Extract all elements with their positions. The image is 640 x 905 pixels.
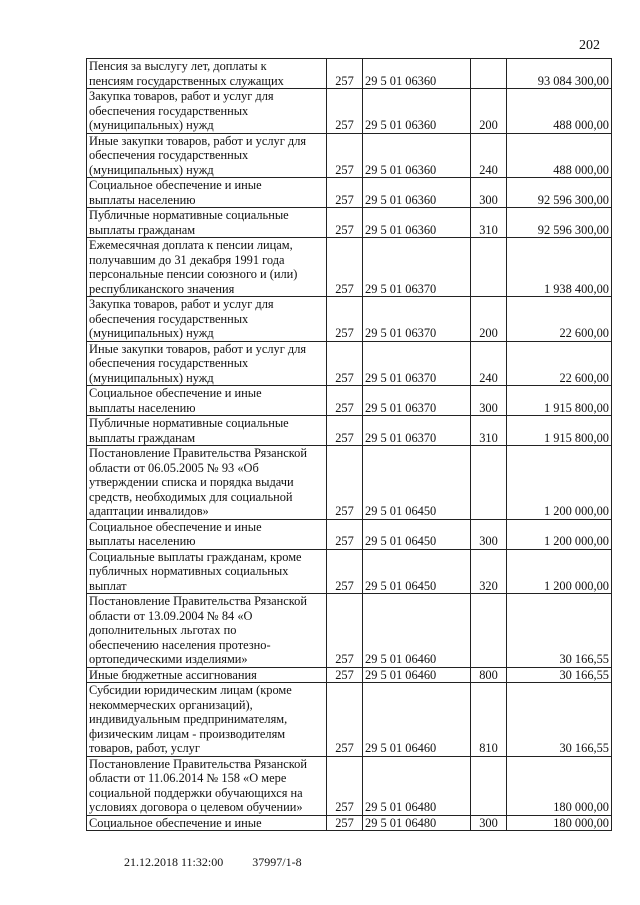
row-target-article: 29 5 01 06370 (363, 341, 471, 386)
row-name (87, 89, 327, 134)
row-name (87, 297, 327, 342)
row-name (87, 519, 327, 549)
row-target-article: 29 5 01 06460 (363, 683, 471, 757)
row-name-line: Социальное обеспечение и иные (89, 519, 262, 534)
row-name-line: социальной поддержки обучающихся на (89, 785, 303, 800)
row-expense-type: 240 (471, 341, 507, 386)
row-name-line: Постановление Правительства Рязанской (89, 446, 308, 460)
row-target-article: 29 5 01 06480 (363, 815, 471, 831)
row-expense-type: 240 (471, 133, 507, 178)
row-name-line: Иные бюджетные ассигнования (89, 667, 257, 682)
row-admin-code: 257 (327, 297, 363, 342)
row-name-line: персональные пенсии союзного и (или) (89, 267, 298, 281)
row-admin-code: 257 (327, 238, 363, 297)
row-admin-code: 257 (327, 208, 363, 238)
row-name (87, 416, 327, 446)
row-admin-code: 257 (327, 386, 363, 416)
row-expense-type: 310 (471, 416, 507, 446)
page-number: 202 (579, 38, 600, 53)
row-amount: 30 166,55 (507, 683, 612, 757)
row-expense-type: 300 (471, 519, 507, 549)
row-name-line: индивидуальным предпринимателям, (89, 712, 288, 726)
row-target-article: 29 5 01 06480 (363, 756, 471, 815)
row-target-article: 29 5 01 06370 (363, 297, 471, 342)
row-name-line: товаров, работ, услуг (89, 741, 200, 755)
row-admin-code: 257 (327, 756, 363, 815)
row-name-line: области от 06.05.2005 № 93 «Об (89, 460, 259, 475)
row-name-line: Закупка товаров, работ и услуг для (89, 89, 274, 103)
row-target-article: 29 5 01 06450 (363, 519, 471, 549)
row-expense-type: 800 (471, 667, 507, 683)
table-row (87, 386, 612, 416)
row-name-line: Постановление Правительства Рязанской (89, 594, 308, 608)
row-name-line: Социальное обеспечение и иные (89, 178, 262, 192)
row-name-line: Пенсия за выслугу лет, доплаты к (89, 59, 267, 73)
row-name-line: адаптации инвалидов» (89, 504, 209, 518)
row-amount: 180 000,00 (507, 756, 612, 815)
row-admin-code: 257 (327, 341, 363, 386)
row-name-line: получавшим до 31 декабря 1991 года (89, 252, 285, 267)
row-amount: 1 200 000,00 (507, 446, 612, 520)
row-amount: 30 166,55 (507, 667, 612, 683)
table-row (87, 549, 612, 594)
row-name-line: Социальное обеспечение и иные (89, 815, 262, 830)
budget-table-body (87, 59, 612, 831)
row-target-article: 29 5 01 06370 (363, 386, 471, 416)
row-name-line: Субсидии юридическим лицам (кроме (89, 683, 292, 697)
row-admin-code: 257 (327, 549, 363, 594)
row-name (87, 208, 327, 238)
row-amount: 180 000,00 (507, 815, 612, 831)
row-target-article: 29 5 01 06450 (363, 549, 471, 594)
row-name-line: республиканского значения (89, 281, 235, 296)
budget-table (86, 58, 612, 831)
row-amount: 1 915 800,00 (507, 386, 612, 416)
row-name-line: обеспечения государственных (89, 356, 249, 370)
row-admin-code: 257 (327, 133, 363, 178)
row-name (87, 667, 327, 683)
row-admin-code: 257 (327, 446, 363, 520)
row-target-article: 29 5 01 06360 (363, 133, 471, 178)
row-name-line: Ежемесячная доплата к пенсии лицам, (89, 238, 293, 252)
row-name-line: выплаты населению (89, 534, 196, 548)
row-target-article: 29 5 01 06460 (363, 667, 471, 683)
row-admin-code: 257 (327, 59, 363, 89)
row-amount: 92 596 300,00 (507, 178, 612, 208)
row-target-article: 29 5 01 06360 (363, 178, 471, 208)
row-name-line: Иные закупки товаров, работ и услуг для (89, 133, 307, 148)
row-name (87, 756, 327, 815)
row-admin-code: 257 (327, 815, 363, 831)
row-name-line: (муниципальных) нужд (89, 118, 214, 132)
row-name (87, 238, 327, 297)
row-name-line: Публичные нормативные социальные (89, 416, 289, 430)
row-amount: 30 166,55 (507, 594, 612, 668)
row-expense-type (471, 756, 507, 815)
row-amount: 1 200 000,00 (507, 519, 612, 549)
table-row (87, 519, 612, 549)
footer (124, 855, 328, 870)
footer-timestamp: 21.12.2018 11:32:00 (124, 855, 224, 869)
row-name-line: Публичные нормативные социальные (89, 208, 289, 222)
table-row (87, 683, 612, 757)
row-name-line: Закупка товаров, работ и услуг для (89, 297, 274, 311)
row-expense-type (471, 594, 507, 668)
table-row (87, 756, 612, 815)
row-amount: 488 000,00 (507, 89, 612, 134)
row-amount: 488 000,00 (507, 133, 612, 178)
row-target-article: 29 5 01 06360 (363, 59, 471, 89)
table-row (87, 208, 612, 238)
row-amount: 92 596 300,00 (507, 208, 612, 238)
row-expense-type: 300 (471, 178, 507, 208)
row-amount: 1 938 400,00 (507, 238, 612, 297)
row-name (87, 178, 327, 208)
row-name-line: обеспечению населения протезно- (89, 637, 271, 652)
row-name-line: выплаты населению (89, 400, 196, 415)
row-admin-code: 257 (327, 594, 363, 668)
row-expense-type: 320 (471, 549, 507, 594)
row-expense-type (471, 446, 507, 520)
row-name-line: (муниципальных) нужд (89, 326, 214, 340)
row-admin-code: 257 (327, 89, 363, 134)
row-target-article: 29 5 01 06460 (363, 594, 471, 668)
table-row (87, 238, 612, 297)
table-row (87, 89, 612, 134)
row-expense-type: 300 (471, 386, 507, 416)
table-row (87, 297, 612, 342)
row-name-line: утверждении списка и порядка выдачи (89, 475, 294, 489)
row-target-article: 29 5 01 06370 (363, 416, 471, 446)
row-name-line: области от 11.06.2014 № 158 «О мере (89, 771, 287, 785)
row-name-line: некоммерческих организаций), (89, 697, 253, 712)
row-name-line: выплаты гражданам (89, 430, 196, 445)
row-name (87, 59, 327, 89)
row-target-article: 29 5 01 06370 (363, 238, 471, 297)
row-name-line: ортопедическими изделиями» (89, 652, 248, 666)
row-name-line: физическим лицам - производителям (89, 726, 286, 741)
table-row (87, 178, 612, 208)
row-expense-type (471, 59, 507, 89)
table-row (87, 416, 612, 446)
row-name-line: обеспечения государственных (89, 148, 249, 162)
row-name (87, 683, 327, 757)
row-amount: 1 915 800,00 (507, 416, 612, 446)
row-admin-code: 257 (327, 416, 363, 446)
row-name-line: Постановление Правительства Рязанской (89, 756, 308, 771)
row-name-line: дополнительных льготах по (89, 623, 237, 637)
row-name-line: выплаты гражданам (89, 222, 196, 237)
row-name-line: Социальное обеспечение и иные (89, 386, 262, 400)
row-amount: 1 200 000,00 (507, 549, 612, 594)
table-row (87, 815, 612, 831)
row-expense-type: 810 (471, 683, 507, 757)
row-name (87, 549, 327, 594)
row-name (87, 815, 327, 831)
row-name-line: выплат (89, 578, 127, 593)
row-name (87, 446, 327, 520)
table-row (87, 667, 612, 683)
row-name (87, 386, 327, 416)
row-name-line: обеспечения государственных (89, 311, 249, 326)
row-target-article: 29 5 01 06450 (363, 446, 471, 520)
table-row (87, 594, 612, 668)
table-row (87, 133, 612, 178)
row-expense-type (471, 238, 507, 297)
row-name-line: средств, необходимых для социальной (89, 489, 293, 504)
row-name-line: выплаты населению (89, 192, 196, 207)
row-admin-code: 257 (327, 683, 363, 757)
row-name (87, 133, 327, 178)
row-expense-type: 200 (471, 297, 507, 342)
row-admin-code: 257 (327, 667, 363, 683)
row-name (87, 594, 327, 668)
row-expense-type: 200 (471, 89, 507, 134)
row-name (87, 341, 327, 386)
row-target-article: 29 5 01 06360 (363, 208, 471, 238)
row-name-line: пенсиям государственных служащих (89, 73, 284, 88)
row-name-line: (муниципальных) нужд (89, 162, 214, 177)
row-name-line: Социальные выплаты гражданам, кроме (89, 549, 302, 564)
table-row (87, 446, 612, 520)
row-name-line: обеспечения государственных (89, 103, 249, 118)
row-amount: 93 084 300,00 (507, 59, 612, 89)
row-amount: 22 600,00 (507, 297, 612, 342)
row-expense-type: 310 (471, 208, 507, 238)
row-name-line: (муниципальных) нужд (89, 370, 214, 385)
table-row (87, 59, 612, 89)
row-name-line: области от 13.09.2004 № 84 «О (89, 608, 253, 623)
row-amount: 22 600,00 (507, 341, 612, 386)
row-name-line: публичных нормативных социальных (89, 564, 289, 578)
footer-doc-id: 37997/1-8 (252, 855, 302, 869)
table-row (87, 341, 612, 386)
row-expense-type: 300 (471, 815, 507, 831)
row-admin-code: 257 (327, 519, 363, 549)
row-target-article: 29 5 01 06360 (363, 89, 471, 134)
row-name-line: условиях договора о целевом обучении» (89, 800, 303, 814)
row-name-line: Иные закупки товаров, работ и услуг для (89, 341, 307, 356)
row-admin-code: 257 (327, 178, 363, 208)
